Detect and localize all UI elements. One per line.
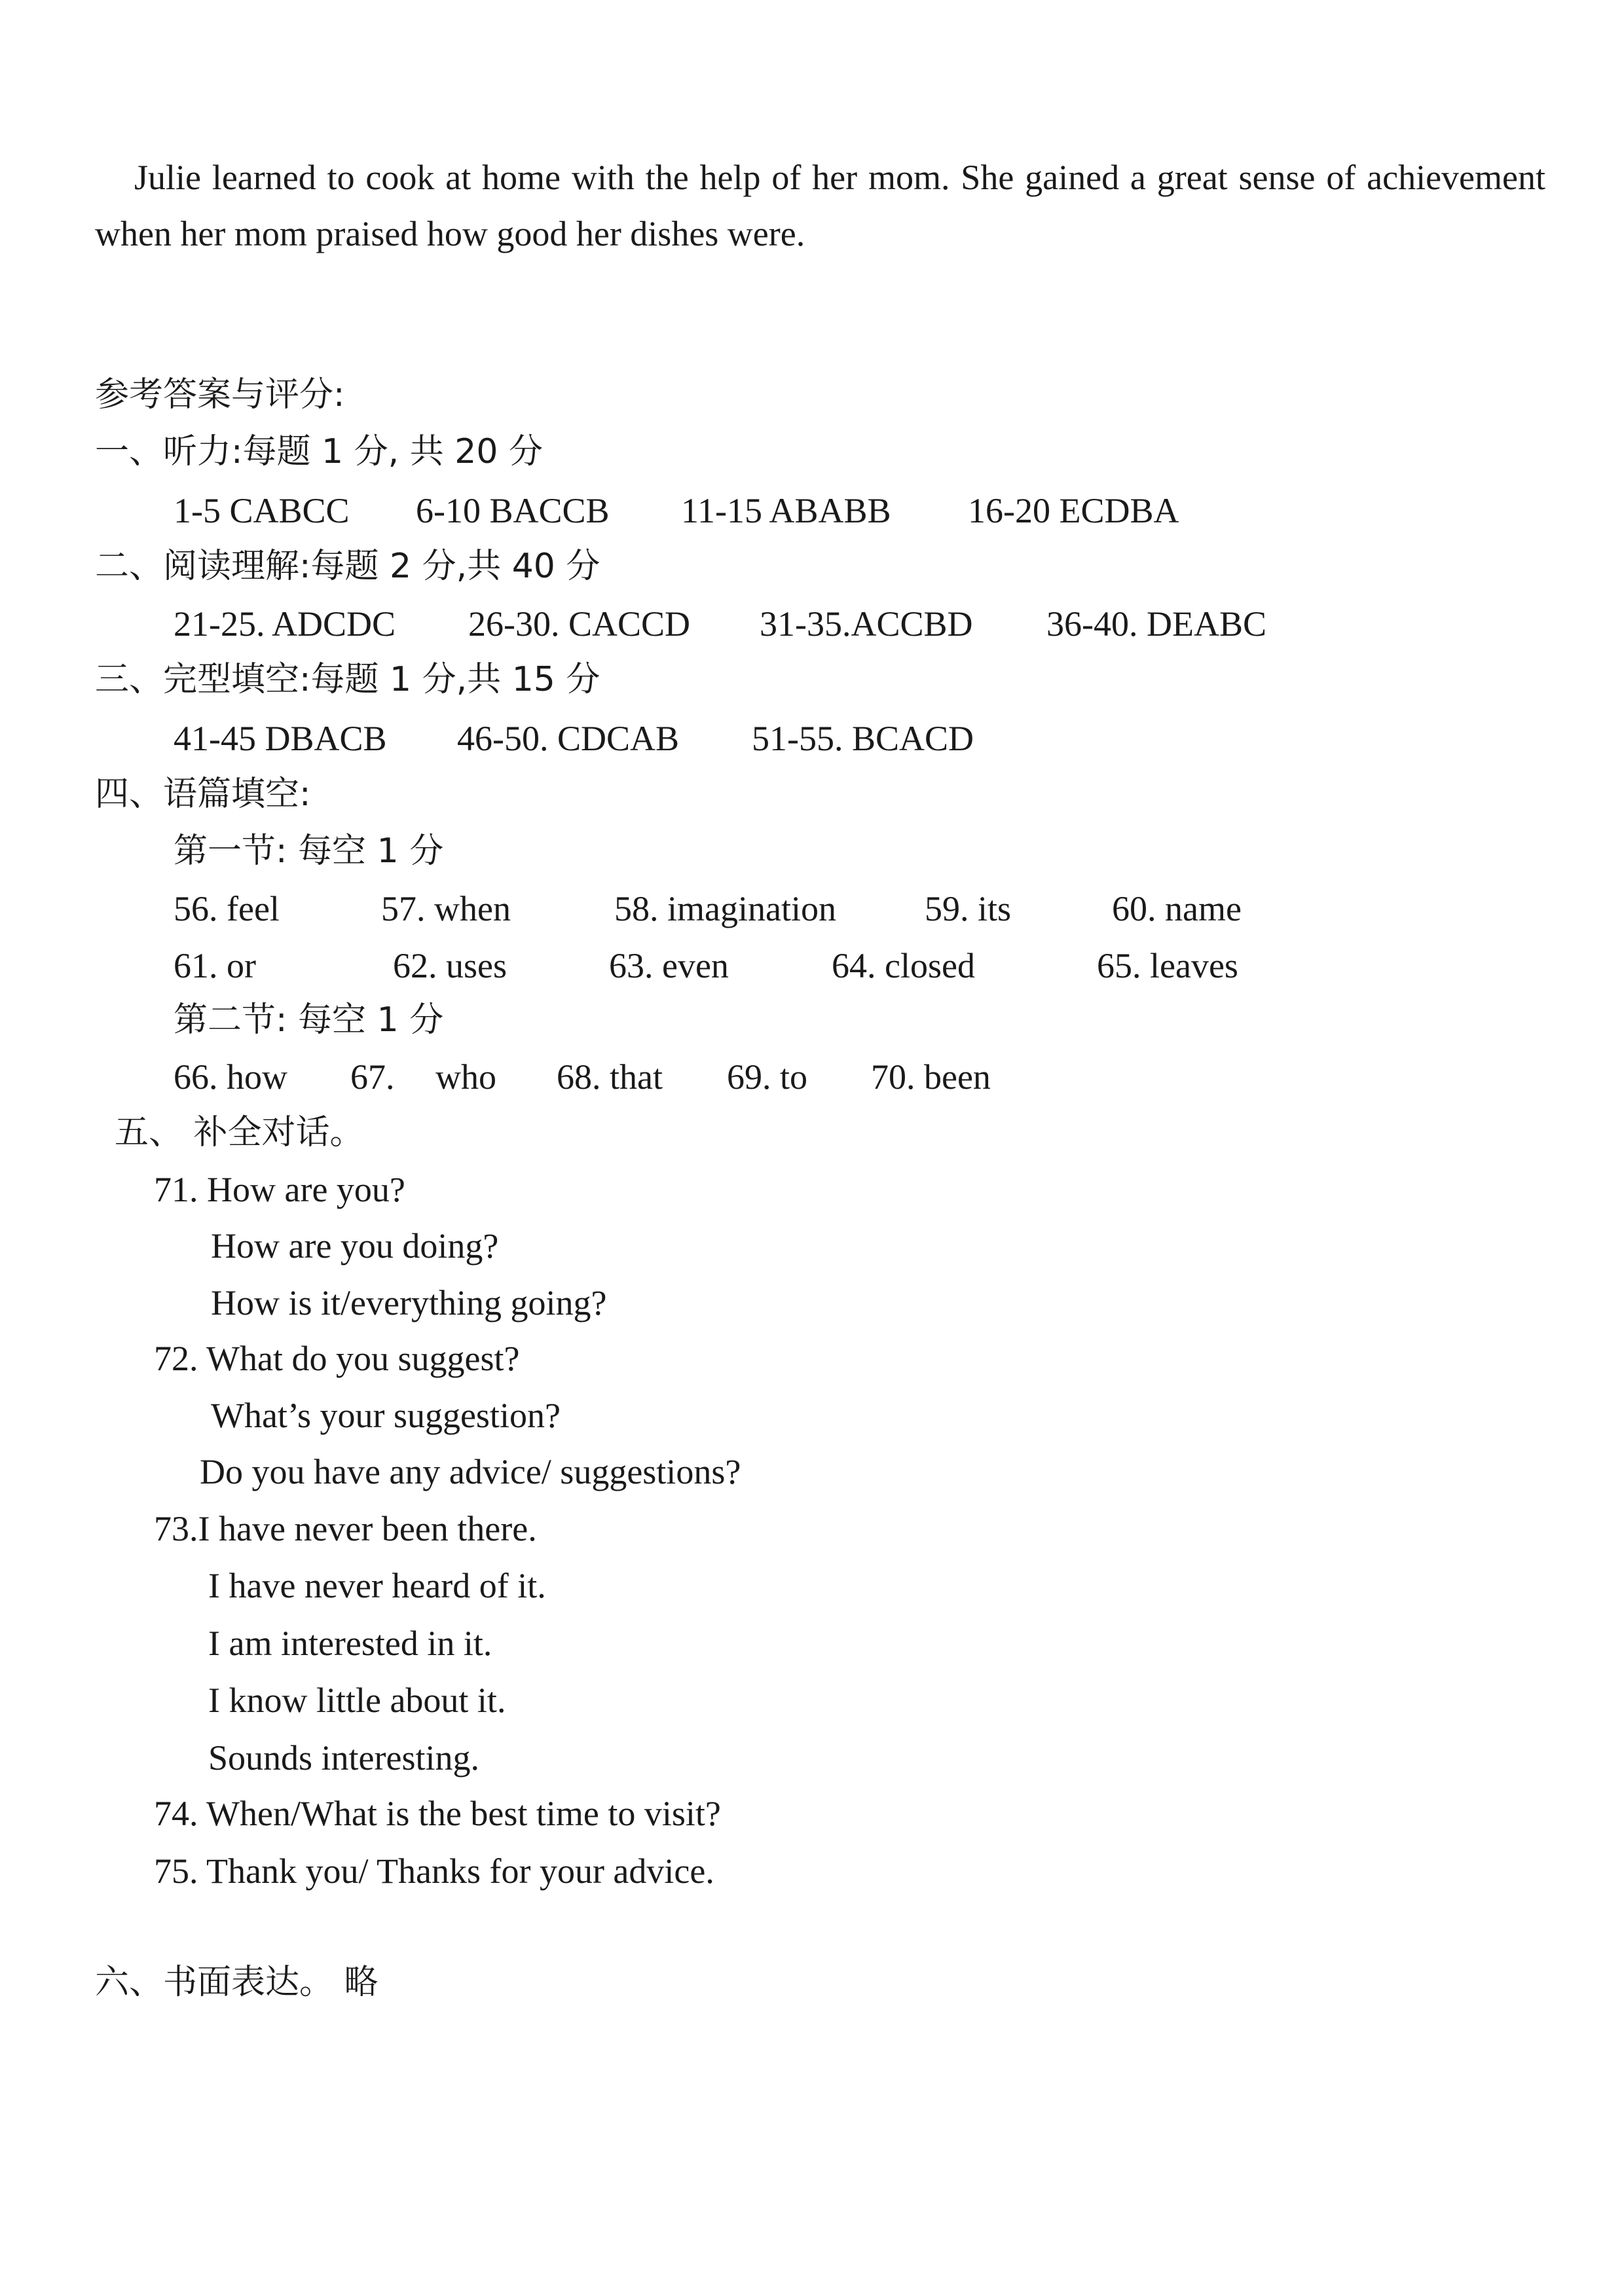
- answer-group: 21-25. ADCDC: [174, 604, 396, 644]
- blank-answer: 59. its: [925, 889, 1012, 928]
- dialogue-answer-73-alt: I am interested in it.: [208, 1624, 492, 1663]
- blank-answer: 63. even: [609, 946, 729, 985]
- answer-group: 16-20 ECDBA: [968, 491, 1179, 530]
- section-4-heading: 四、语篇填空:: [95, 774, 311, 814]
- section-5-heading: 五、 补全对话。: [115, 1113, 364, 1152]
- section-1-heading: 一、听力:每题 1 分, 共 20 分: [95, 432, 543, 471]
- section-2-heading: 二、阅读理解:每题 2 分,共 40 分: [95, 547, 600, 586]
- section-3-heading: 三、完型填空:每题 1 分,共 15 分: [95, 660, 600, 699]
- dialogue-answer-75: 75. Thank you/ Thanks for your advice.: [154, 1851, 714, 1891]
- blank-answer: 70. been: [871, 1057, 991, 1097]
- answers-title: 参考答案与评分:: [95, 375, 345, 414]
- blank-answer: 69. to: [727, 1057, 808, 1097]
- section-4-part-2-row: [0, 1054, 1624, 1100]
- section-4-part-1-row-1: [0, 886, 1624, 932]
- section-4-part-1-heading: 第一节: 每空 1 分: [174, 831, 444, 871]
- section-4-part-1-row-2: [0, 943, 1624, 989]
- answer-group: 11-15 ABABB: [681, 491, 891, 530]
- blank-answer: 61. or: [174, 946, 256, 985]
- blank-answer: 56. feel: [174, 889, 280, 928]
- dialogue-answer-73: 73.I have never been there.: [154, 1509, 537, 1548]
- answer-group: 36-40. DEABC: [1046, 604, 1266, 644]
- dialogue-answer-74: 74. When/What is the best time to visit?: [154, 1794, 721, 1833]
- answer-group: 41-45 DBACB: [174, 719, 387, 758]
- section-4-part-2-heading: 第二节: 每空 1 分: [174, 1000, 444, 1040]
- dialogue-answer-71: 71. How are you?: [154, 1170, 405, 1209]
- dialogue-answer-73-alt: Sounds interesting.: [208, 1738, 479, 1777]
- answer-group: 46-50. CDCAB: [457, 719, 680, 758]
- section-6-heading: 六、书面表达。 略: [95, 1963, 378, 2002]
- blank-answer: 57. when: [381, 889, 511, 928]
- section-1-answers: [0, 488, 1624, 534]
- dialogue-answer-73-alt: I know little about it.: [208, 1681, 506, 1720]
- dialogue-answer-71-alt: How are you doing?: [211, 1226, 499, 1266]
- blank-answer: 62. uses: [393, 946, 507, 985]
- blank-answer: 68. that: [557, 1057, 663, 1097]
- dialogue-answer-71-alt: How is it/everything going?: [211, 1283, 607, 1322]
- blank-answer: 58. imagination: [614, 889, 836, 928]
- answer-group: 31-35.ACCBD: [760, 604, 973, 644]
- dialogue-answer-72: 72. What do you suggest?: [154, 1339, 520, 1378]
- answer-group: 6-10 BACCB: [416, 491, 610, 530]
- dialogue-answer-73-alt: I have never heard of it.: [208, 1566, 546, 1605]
- blank-answer: who: [435, 1057, 496, 1097]
- section-3-answers: [0, 716, 1624, 761]
- section-2-answers: [0, 601, 1624, 647]
- dialogue-answer-72-alt: What’s your suggestion?: [211, 1396, 561, 1435]
- blank-answer: 65. leaves: [1097, 946, 1238, 985]
- intro-paragraph: Julie learned to cook at home with the help of her mom. She gained a great sense of achievement when her mom praised how good her dishes were.: [95, 158, 1545, 253]
- blank-answer: 67.: [350, 1057, 395, 1097]
- blank-answer: 60. name: [1112, 889, 1242, 928]
- dialogue-answer-72-alt: Do you have any advice/ suggestions?: [200, 1452, 741, 1491]
- answer-group: 51-55. BCACD: [752, 719, 974, 758]
- blank-answer: 66. how: [174, 1057, 287, 1097]
- answer-group: 1-5 CABCC: [174, 491, 350, 530]
- blank-answer: 64. closed: [832, 946, 975, 985]
- answer-group: 26-30. CACCD: [468, 604, 691, 644]
